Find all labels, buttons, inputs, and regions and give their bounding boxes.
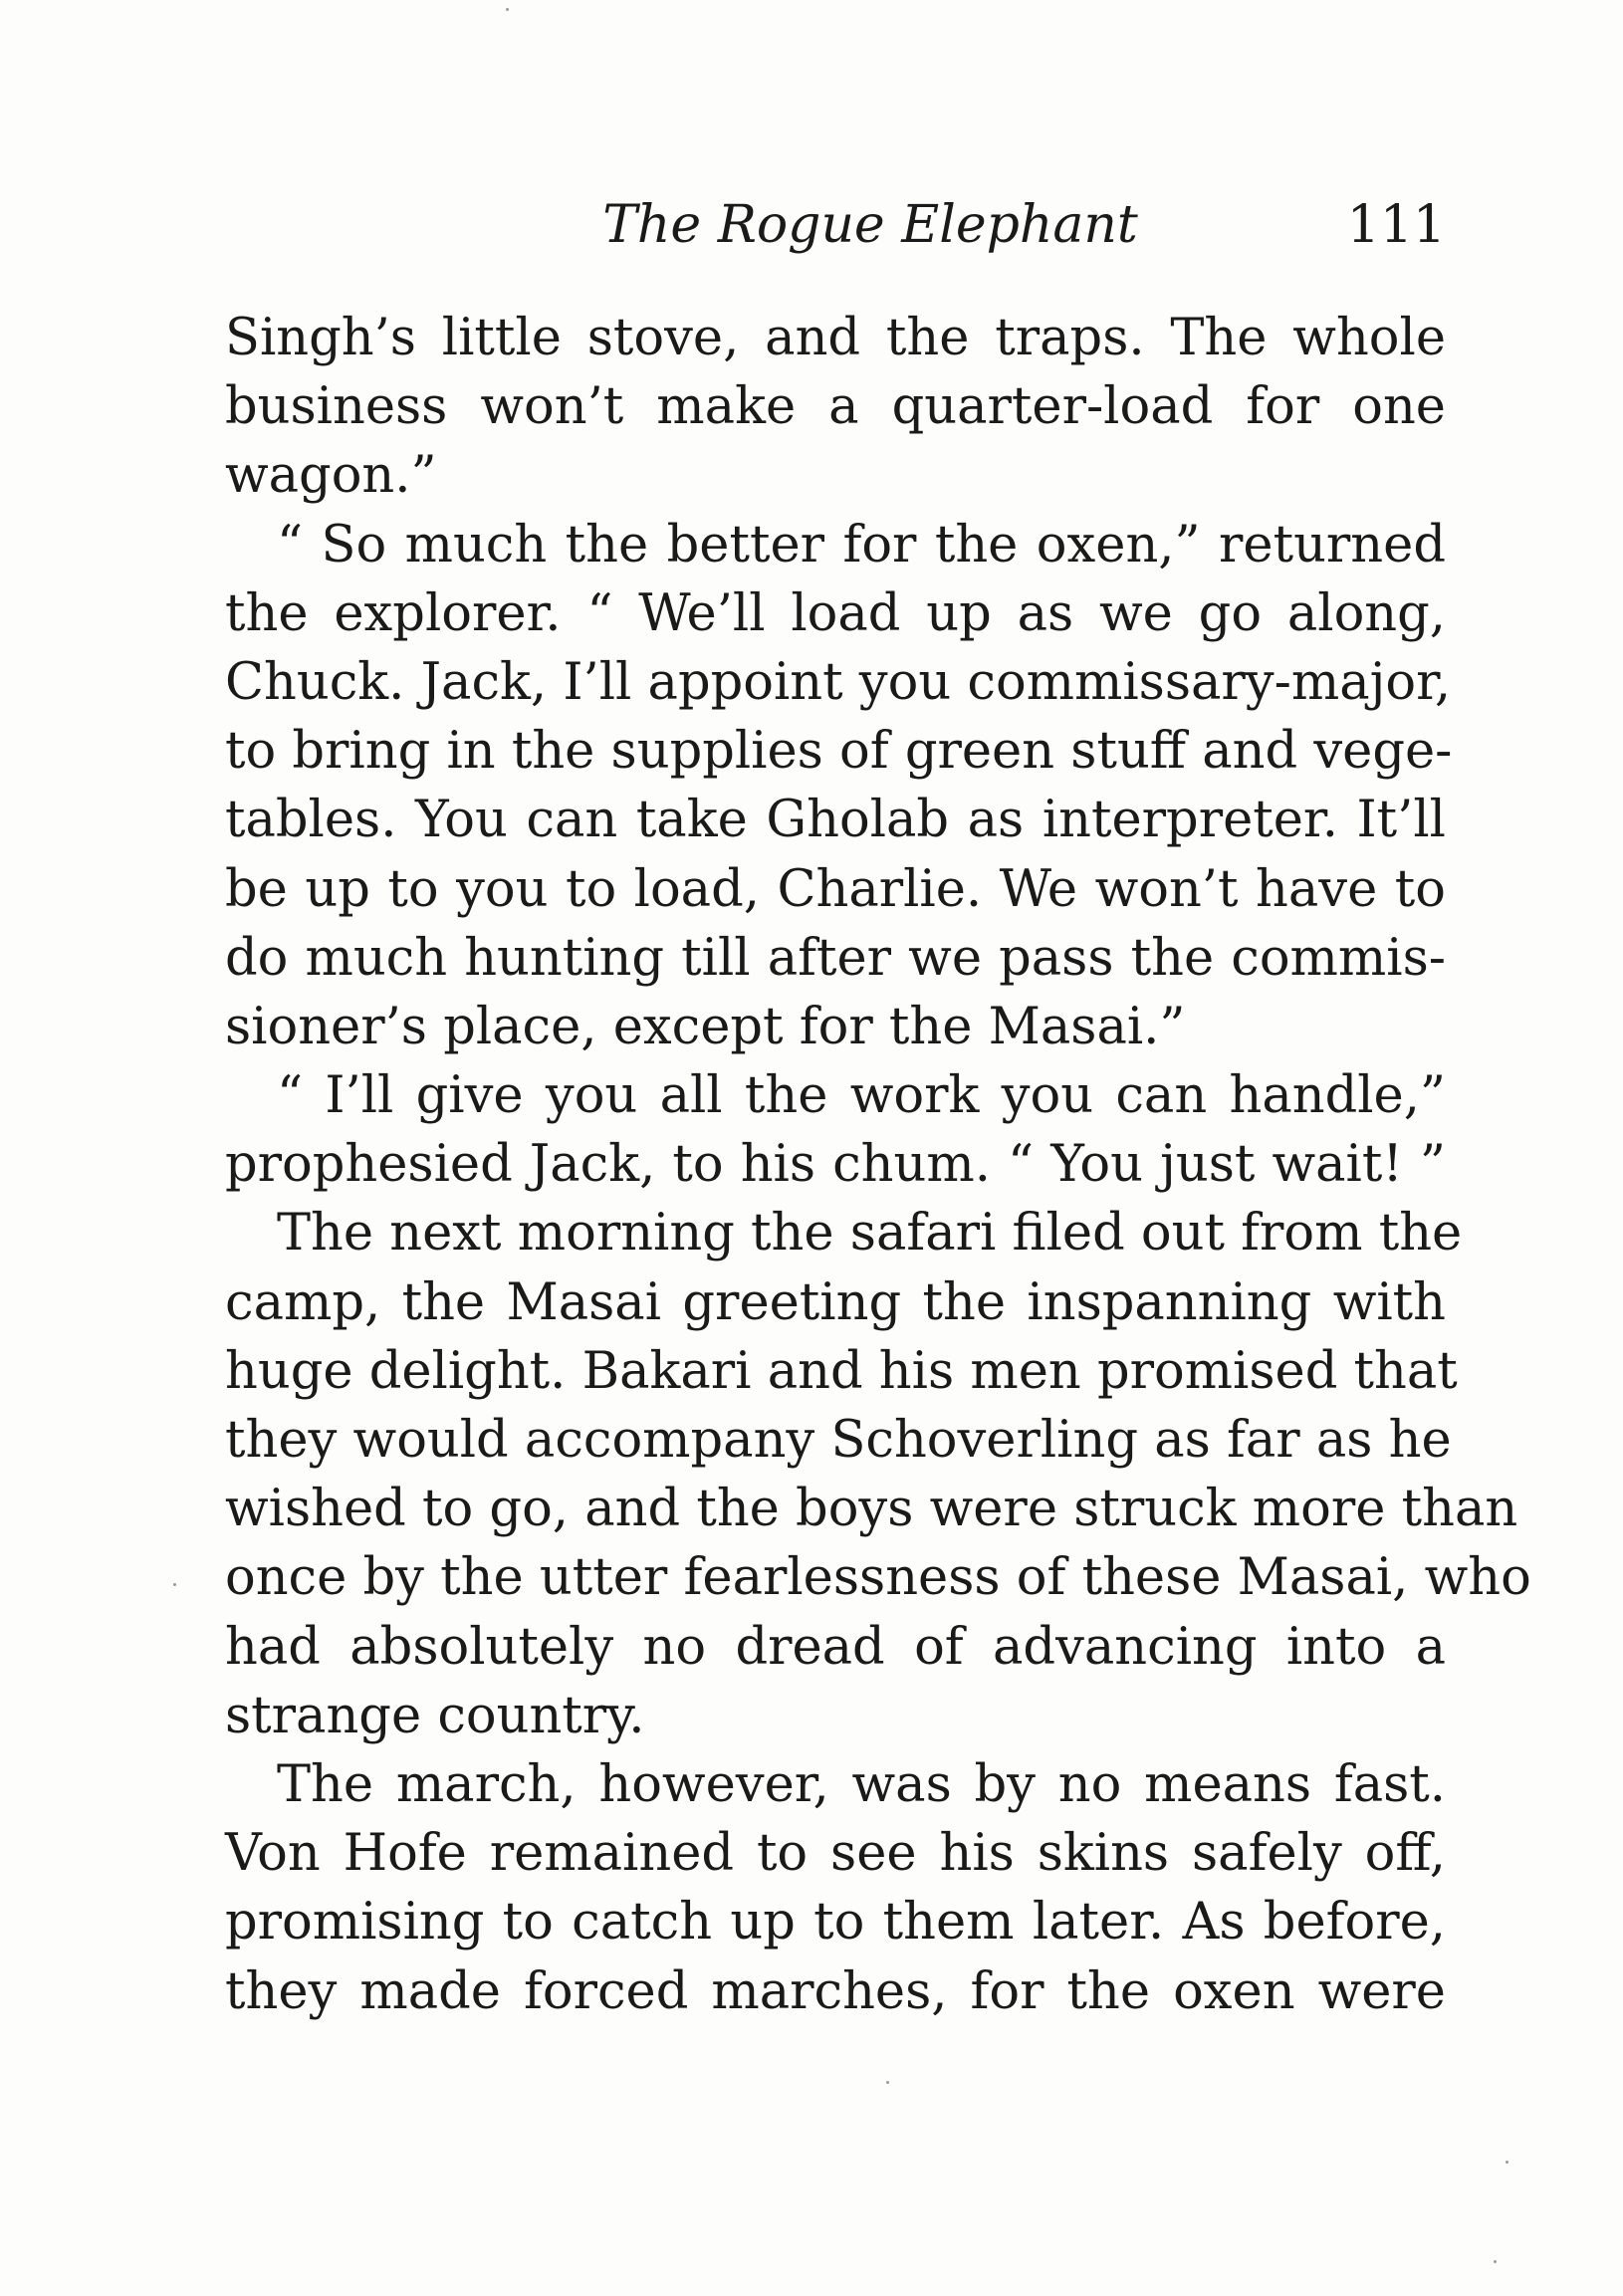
text-line: “ I’ll give you all the work you can handle,” xyxy=(277,1066,1446,1126)
text-line: promising to catch up to them later. As before, xyxy=(225,1893,1446,1952)
running-head xyxy=(225,195,1446,265)
text-line: the explorer. “ We’ll load up as we go along, xyxy=(225,583,1446,643)
text-line: do much hunting till after we pass the commis- xyxy=(225,928,1446,988)
text-line: once by the utter fearlessness of these Masai, who xyxy=(225,1548,1531,1608)
text-line: wished to go, and the boys were struck more than xyxy=(225,1480,1518,1539)
text-line: be up to you to load, Charlie. We won’t have to xyxy=(225,859,1446,919)
text-line: prophesied Jack, to his chum. “ You just wait! ” xyxy=(225,1135,1446,1195)
text-line: business won’t make a quarter-load for one xyxy=(225,377,1446,437)
paper-speck xyxy=(1506,2161,1508,2164)
text-line: “ So much the better for the oxen,” returned xyxy=(277,515,1446,574)
text-line: The march, however, was by no means fast. xyxy=(277,1754,1446,1814)
text-line: to bring in the supplies of green stuff and vege- xyxy=(225,722,1453,782)
text-line: Singh’s little stove, and the traps. The whole xyxy=(225,309,1446,367)
page-number: 111 xyxy=(1346,195,1446,255)
text-line: strange country. xyxy=(225,1686,645,1745)
running-title: The Rogue Elephant xyxy=(602,195,1138,255)
text-line: Chuck. Jack, I’ll appoint you commissary-major, xyxy=(225,652,1452,712)
paper-speck xyxy=(506,8,509,11)
text-line: had absolutely no dread of advancing into a xyxy=(225,1617,1446,1677)
text-line: camp, the Masai greeting the inspanning with xyxy=(225,1272,1446,1332)
text-line: tables. You can take Gholab as interpreter. It’ll xyxy=(225,791,1446,850)
text-line: they would accompany Schoverling as far as he xyxy=(225,1411,1452,1470)
body-text xyxy=(225,304,1531,2026)
text-line: The next morning the safari filed out from the xyxy=(277,1204,1463,1263)
paper-speck xyxy=(1494,2260,1497,2263)
paper-speck xyxy=(173,1583,176,1586)
paper-speck xyxy=(886,2081,889,2084)
text-line: huge delight. Bakari and his men promised that xyxy=(225,1341,1458,1401)
text-line: Von Hofe remained to see his skins safely off, xyxy=(225,1824,1446,1884)
text-line: sioner’s place, except for the Masai.” xyxy=(225,997,1186,1056)
text-line: wagon.” xyxy=(225,446,437,506)
text-line: they made forced marches, for the oxen were xyxy=(225,1961,1446,2021)
